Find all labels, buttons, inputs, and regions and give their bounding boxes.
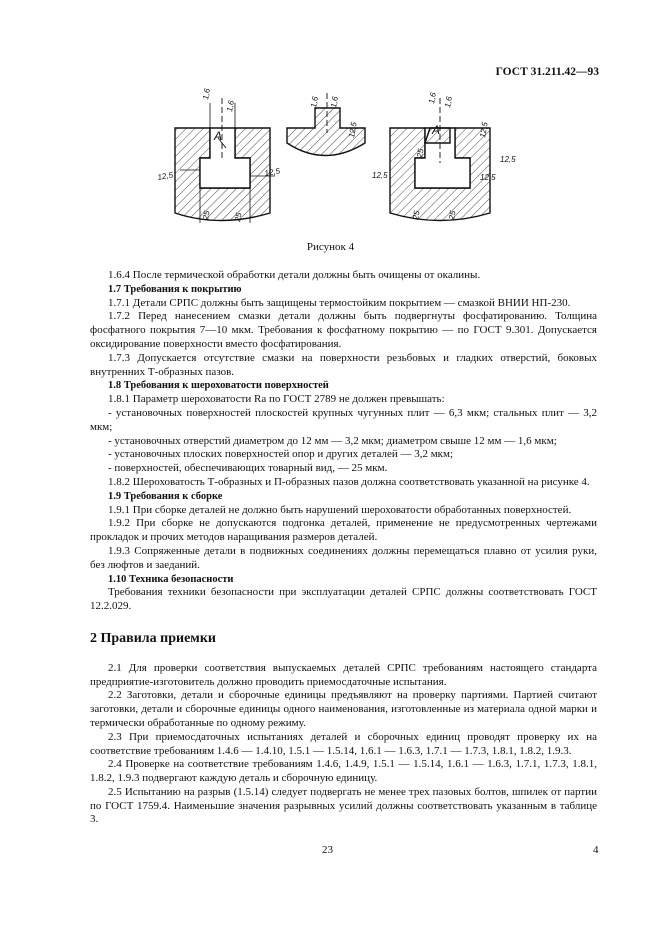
paragraph: 1.7.1 Детали СРПС должны быть защищены термостойким покрытием — смазкой ВНИИ НП-230. bbox=[108, 296, 571, 309]
label-12-5-right-c: 12,5 bbox=[372, 171, 388, 180]
label-1-6-left-b: 1,6 bbox=[225, 99, 236, 113]
list-item: - установочных плоских поверхностей опор и других деталей — 3,2 мкм; bbox=[108, 448, 454, 461]
label-12-5-mid: 12,5 bbox=[347, 121, 359, 139]
label-1-6-mid-b: 1,6 bbox=[329, 95, 340, 109]
label-12-5-right-b: 12,5 bbox=[500, 155, 516, 164]
paragraph: Требования техники безопасности при эксплуатации деталей СРПС должны соответствовать ГОСТ 12.2.029. bbox=[90, 586, 597, 613]
paragraph: 1.9.3 Сопряженные детали в подвижных соединениях должны перемещаться плавно от усилия руки, без люфтов и заеданий. bbox=[90, 544, 597, 571]
label-12-5-left-b: 12,5 bbox=[263, 166, 281, 178]
t-slot-section-left bbox=[175, 98, 275, 223]
label-a-right: А bbox=[432, 123, 441, 137]
figure-4-drawing bbox=[150, 88, 530, 238]
label-1-6-right-a: 1,6 bbox=[427, 91, 438, 105]
paragraph: 1.7.2 Перед нанесением смазки детали должны быть подвергнуты фосфатированию. Толщина фосфатного покрытия 7—10 мкм. Требования к фосфатному покрытию — по ГОСТ 9.301. Допускается оксидирование поверхности вместо фосфатирования. bbox=[90, 310, 597, 350]
label-1-6-right-b: 1,6 bbox=[443, 95, 454, 109]
paragraph: 1.9.1 При сборке деталей не должно быть нарушений шероховатости обработанных поверхностей. bbox=[108, 503, 572, 516]
section-heading: 1.10 Техника безопасности bbox=[108, 573, 234, 585]
label-25-right-a: 25 bbox=[415, 148, 426, 159]
label-25-right-c: 25 bbox=[447, 210, 458, 221]
label-12-5-right-a: 12,5 bbox=[478, 121, 490, 139]
sheet-number: 4 bbox=[593, 844, 599, 856]
document-header: ГОСТ 31.211.42—93 bbox=[495, 66, 599, 78]
list-item: - установочных поверхностей плоскостей крупных чугунных плит — 6,3 мкм; стальных плит — 3,2 мкм; bbox=[90, 406, 597, 433]
paragraph: 2.3 При приемосдаточных испытаниях деталей и сборочных единиц проводят проверку их на соответствие требованиям 1.4.6 — 1.4.10, 1.5.1 — 1.5.14, 1.6.1 — 1.6.3, 1.7.1 — 1.7.3, 1.8.1, 1.8.2, 1.9.3. bbox=[90, 730, 597, 757]
chapter-heading: 2 Правила приемки bbox=[90, 630, 216, 646]
paragraph: 2.1 Для проверки соответствия выпускаемых деталей СРПС требованиям настоящего стандарта предприятие-изготовитель должно проводить приемосдаточные испытания. bbox=[90, 661, 597, 688]
label-a-left: А bbox=[214, 129, 223, 143]
label-12-5-left-a: 12,5 bbox=[156, 170, 174, 182]
label-1-6-mid-a: 1,6 bbox=[309, 95, 320, 109]
t-slot-section-right bbox=[390, 98, 490, 221]
list-item: - поверхностей, обеспечивающих товарный вид, — 25 мкм. bbox=[108, 462, 388, 475]
paragraph: 1.8.2 Шероховатость Т-образных и П-образных пазов должна соответствовать указанной на рисунке 4. bbox=[108, 475, 590, 488]
list-item: - установочных отверстий диаметром до 12 мм — 3,2 мкм; диаметром свыше 12 мм — 1,6 мкм; bbox=[108, 434, 557, 447]
paragraph: 1.7.3 Допускается отсутствие смазки на поверхности резьбовых и гладких отверстий, боковых внутренних Т-образных пазов. bbox=[90, 351, 597, 378]
paragraph: 2.2 Заготовки, детали и сборочные единицы предъявляют на проверку партиями. Партией считают заготовки, детали и сборочные единицы одного наименования, изготовленные из материала одной марки и термически обработанные по одному режиму. bbox=[90, 689, 597, 729]
page-number: 23 bbox=[322, 844, 333, 856]
paragraph: 1.8.1 Параметр шероховатости Ra по ГОСТ 2789 не должен превышать: bbox=[108, 393, 445, 406]
paragraph: 2.4 Проверке на соответствие требованиям 1.4.6, 1.4.9, 1.5.1 — 1.5.14, 1.6.1 — 1.6.3, 1.7.1, 1.7.3, 1.8.1, 1.8.2, 1.9.3 подвергают каждую деталь и сборочную единицу. bbox=[90, 758, 597, 785]
paragraph: 2.5 Испытанию на разрыв (1.5.14) следует подвергать не менее трех пазовых болтов, шпилек от партии по ГОСТ 1759.4. Наименьшие значения разрывных усилий должны соответствовать указанным в таблице 3. bbox=[90, 785, 597, 826]
figure-caption: Рисунок 4 bbox=[306, 241, 355, 253]
section-heading: 1.7 Требования к покрытию bbox=[108, 283, 242, 295]
label-12-5-right-d: 12,5 bbox=[480, 173, 496, 182]
section-heading: 1.9 Требования к сборке bbox=[108, 490, 223, 502]
paragraph: 1.9.2 При сборке не допускаются подгонка деталей, применение не предусмотренных чертежами прокладок и прочих методов наращивания размеров деталей. bbox=[90, 517, 597, 544]
document-body bbox=[90, 269, 597, 827]
paragraph: 1.6.4 После термической обработки детали должны быть очищены от окалины. bbox=[108, 269, 481, 281]
label-25-left-b: 25 bbox=[233, 212, 244, 223]
label-1-6-left-a: 1,6 bbox=[201, 88, 212, 101]
section-heading: 1.8 Требования к шероховатости поверхностей bbox=[108, 380, 329, 392]
label-25-right-b: 25 bbox=[411, 210, 422, 221]
label-25-left-a: 25 bbox=[201, 210, 212, 221]
